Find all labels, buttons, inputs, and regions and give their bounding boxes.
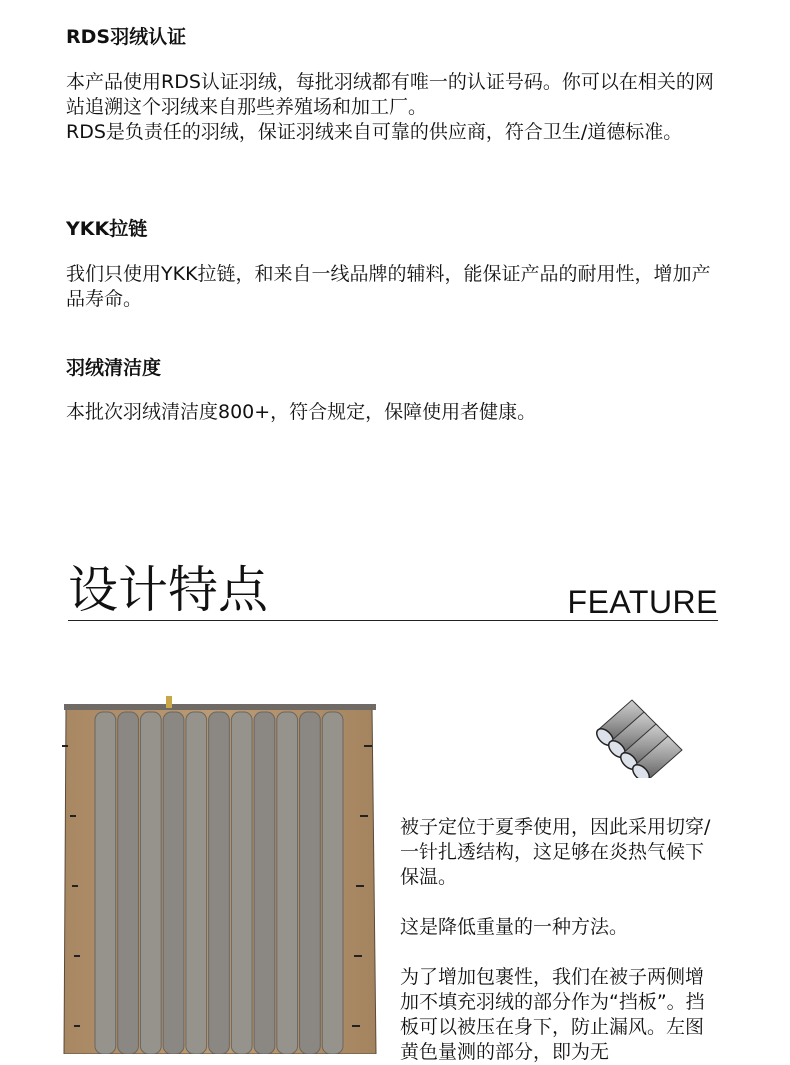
quilt-baffle: [300, 712, 321, 1054]
paragraph: 这是降低重量的一种方法。: [400, 916, 629, 938]
section-title-rds: RDS羽绒认证: [66, 26, 187, 48]
quilt-baffle: [95, 712, 116, 1054]
quilt-baffle: [186, 712, 207, 1054]
title-divider: [68, 620, 718, 621]
quilt-baffle: [163, 712, 184, 1054]
quilt-product-photo: [60, 696, 380, 1054]
paragraph: 本批次羽绒清洁度800+，符合规定，保障使用者健康。: [66, 401, 537, 423]
paragraph: 被子定位于夏季使用，因此采用切穿/一针扎透结构，这足够在炎热气候下保温。: [400, 816, 711, 888]
quilt-baffle: [322, 712, 343, 1054]
paragraph: 本产品使用RDS认证羽绒，每批羽绒都有唯一的认证号码。你可以在相关的网站追溯这个羽绒来自那些养殖场和加工厂。: [66, 71, 714, 118]
section-body-cleanliness: [66, 400, 726, 425]
feature-description: [400, 815, 720, 1065]
section-body-rds: [66, 70, 726, 145]
section-title-cleanliness: 羽绒清洁度: [66, 357, 162, 379]
section-title-ykk: YKK拉链: [66, 218, 148, 240]
baffle-tubes-illustration: [588, 694, 696, 778]
quilt-baffle: [254, 712, 275, 1054]
paragraph: 我们只使用YKK拉链，和来自一线品牌的辅料，能保证产品的耐用性，增加产品寿命。: [66, 263, 711, 310]
quilt-baffle: [209, 712, 230, 1054]
design-subtitle: FEATURE: [567, 584, 718, 620]
quilt-baffle: [118, 712, 139, 1054]
paragraph: 为了增加包裹性，我们在被子两侧增加不填充羽绒的部分作为“挡板”。挡板可以被压在身下，防止漏风。左图黄色量测的部分，即为无: [400, 966, 705, 1063]
quilt-baffle: [140, 712, 161, 1054]
quilt-baffle: [231, 712, 252, 1054]
quilt-baffle: [277, 712, 298, 1054]
design-title: 设计特点: [68, 561, 268, 619]
section-body-ykk: [66, 262, 726, 312]
paragraph: RDS是负责任的羽绒，保证羽绒来自可靠的供应商，符合卫生/道德标准。: [66, 121, 683, 143]
